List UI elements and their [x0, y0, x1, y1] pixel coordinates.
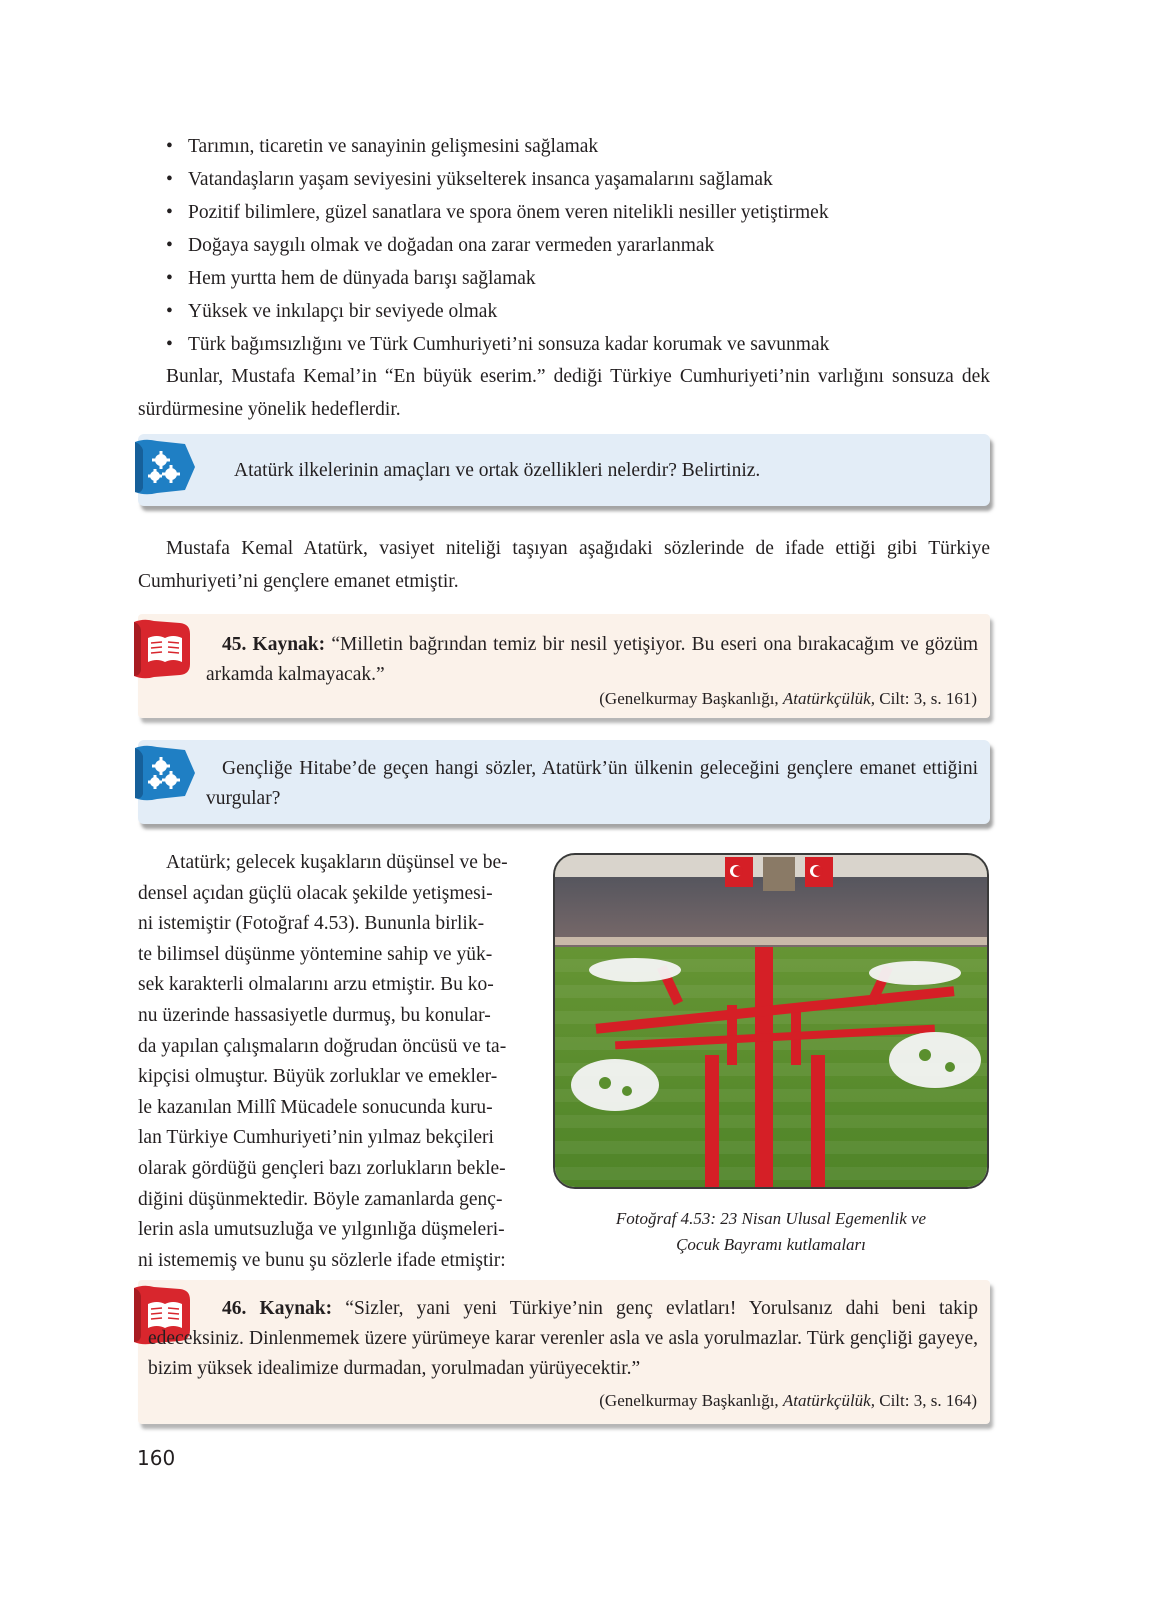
bullet-item: • Türk bağımsızlığını ve Türk Cumhuriyeti’ni sonsuza kadar korumak ve savunmak	[166, 328, 1006, 361]
source-46-citation: (Genelkurmay Başkanlığı, Atatürkçülük, Cilt: 3, s. 164)	[599, 1391, 977, 1410]
source-46-quote: “Sizler, yani yeni Türkiye’nin genç evlatları! Yorulsanız dahi beni takip edeceksiniz. Dinlenmemek üzere yürümeye karar verenler asla ve asla yorulmazlar. Türk gençliği gayeye, bizim yüksek idealimize durmadan, yorulmadan yürüyecektir.”	[148, 1298, 979, 1379]
goals-summary-paragraph: Bunlar, Mustafa Kemal’in “En büyük eserim.” dediği Türkiye Cumhuriyeti’nin varlığını sonsuza dek sürdürmesine yönelik hedeflerdir.	[138, 366, 990, 420]
page-number: 160	[137, 1446, 176, 1470]
bullet-item: • Vatandaşların yaşam seviyesini yükselterek insanca yaşamalarını sağlamak	[166, 163, 1006, 196]
youth-paragraph: Atatürk; gelecek kuşakların düşünsel ve be- densel açıdan güçlü olacak şekilde yetişmesi- ni istemiştir (Fotoğraf 4.53). Bununla birlik- te bilimsel düşünme yöntemine sahip ve yük- sek karakterli olmalarını arzu etmiştir. Bu ko- nu üzerinde hassasiyetle durmuş, bu konular- da yapılan çalışmaların doğrudan öncüsü ve ta- kipçisi olmuştur. Büyük zorluklar ve emekler- le kazanılan Millî Mücadele sonucunda kuru- lan Türkiye Cumhuriyeti’nin yılmaz bekçileri olarak gördüğü gençleri bazı zorlukların bekle- diğini düşünmektedir. Böyle zamanlarda genç- lerin asla umutsuzluğa ve yılgınlığa düşmeleri- ni istememiş ve bunu şu sözlerle ifade etmiştir:	[138, 852, 508, 1271]
book-source-icon	[130, 618, 192, 680]
bullet-item: • Yüksek ve inkılapçı bir seviyede olmak	[166, 295, 1006, 328]
activity-question-1: Atatürk ilkelerinin amaçları ve ortak özellikleri nelerdir? Belirtiniz.	[234, 460, 761, 481]
bullet-dot: •	[166, 202, 173, 223]
gears-activity-icon	[131, 438, 197, 496]
photo-caption: Fotoğraf 4.53: 23 Nisan Ulusal Egemenlik ve Çocuk Bayramı kutlamaları	[615, 1209, 927, 1254]
bullet-dot: •	[166, 301, 173, 322]
activity-question-2: Gençliğe Hitabe’de geçen hangi sözler, Atatürk’ün ülkenin geleceğini gençlere emanet ettiğini vurgular?	[206, 758, 978, 809]
bullet-dot: •	[166, 235, 173, 256]
entrust-paragraph: Mustafa Kemal Atatürk, vasiyet niteliği taşıyan aşağıdaki sözlerinde de ifade ettiği gibi Türkiye Cumhuriyeti’ni gençlere emanet etmiştir.	[138, 538, 990, 592]
bullet-item: • Tarımın, ticaretin ve sanayinin gelişmesini sağlamak	[166, 130, 1006, 163]
source-45-text	[206, 630, 978, 690]
gears-activity-icon	[131, 744, 197, 802]
bullet-dot: •	[166, 169, 173, 190]
bullet-dot: •	[166, 136, 173, 157]
stadium-illustration	[555, 855, 989, 1189]
stadium-celebration-photo	[553, 853, 989, 1189]
source-46-text	[148, 1294, 978, 1384]
source-45-quote: “Milletin bağrından temiz bir nesil yetişiyor. Bu eseri ona bırakacağım ve gözüm arkamda kalmayacak.”	[206, 634, 979, 685]
bullet-dot: •	[166, 334, 173, 355]
source-46-label: 46. Kaynak:	[222, 1298, 333, 1319]
bullet-item: • Doğaya saygılı olmak ve doğadan ona zarar vermeden yararlanmak	[166, 229, 1006, 262]
goals-bullet-list	[166, 130, 1006, 361]
bullet-dot: •	[166, 268, 173, 289]
bullet-item: • Pozitif bilimlere, güzel sanatlara ve spora önem veren nitelikli nesiller yetiştirmek	[166, 196, 1006, 229]
source-45-label: 45. Kaynak:	[222, 634, 326, 655]
source-45-citation: (Genelkurmay Başkanlığı, Atatürkçülük, Cilt: 3, s. 161)	[599, 689, 977, 708]
bullet-item: • Hem yurtta hem de dünyada barışı sağlamak	[166, 262, 1006, 295]
